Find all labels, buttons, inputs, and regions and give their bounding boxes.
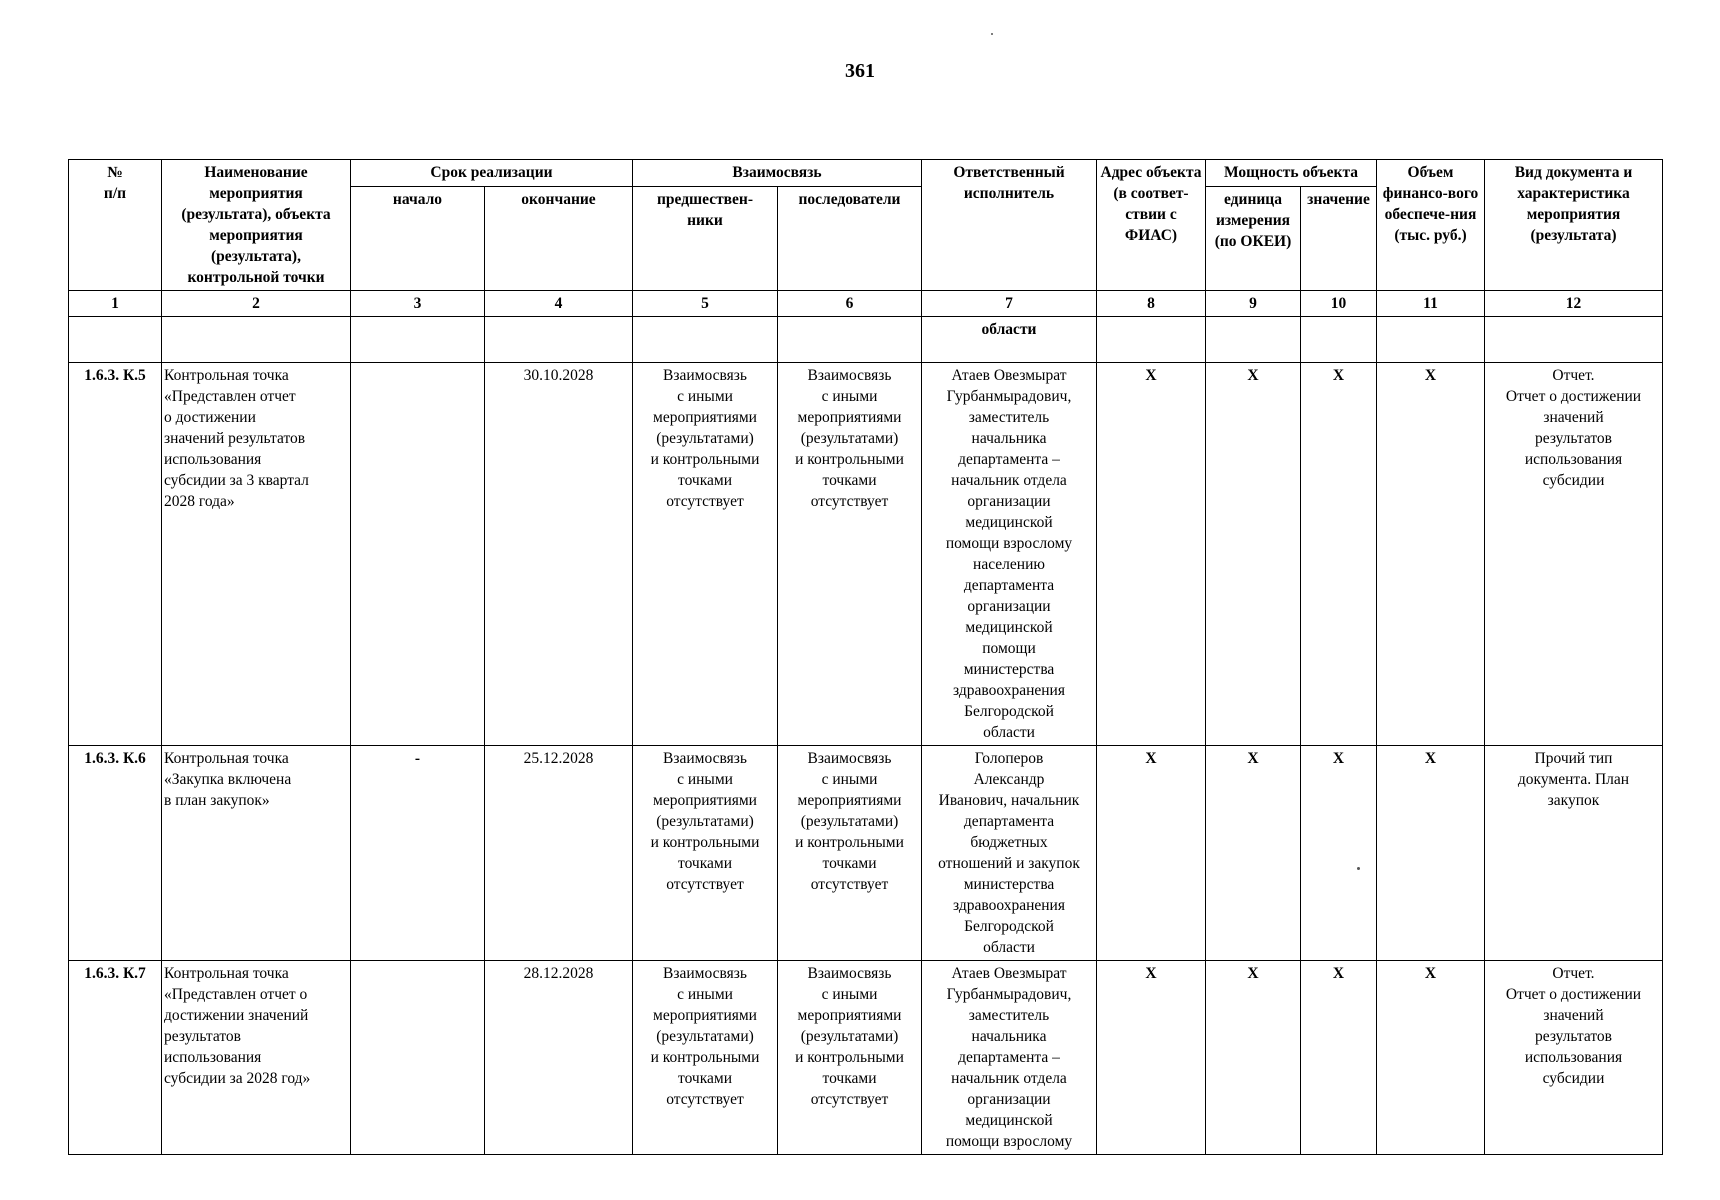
column-number: 3	[351, 291, 485, 317]
column-number: 11	[1377, 291, 1485, 317]
row-financing: Х	[1377, 363, 1485, 746]
row-name: Контрольная точка «Представлен отчет о достижении значений результатов использования субсидии за 3 квартал 2028 года»	[162, 363, 351, 746]
row-end: 25.12.2028	[485, 746, 633, 961]
column-number: 6	[778, 291, 922, 317]
carryover-responsible: области	[922, 317, 1097, 363]
table-row	[69, 961, 1663, 1155]
row-document: Отчет. Отчет о достижении значений результатов использования субсидии	[1485, 961, 1663, 1155]
column-number: 8	[1097, 291, 1206, 317]
column-number: 12	[1485, 291, 1663, 317]
row-number: 1.6.3. К.5	[69, 363, 162, 746]
header-address: Адрес объекта (в соответ-ствии с ФИАС)	[1097, 160, 1206, 291]
row-responsible: Атаев Овезмырат Гурбанмырадович, заместитель начальника департамента – начальник отдела организации медицинской помощи взрослому	[922, 961, 1097, 1155]
column-number: 4	[485, 291, 633, 317]
cell-empty	[1485, 317, 1663, 363]
row-successors: Взаимосвязь с иными мероприятиями (результатами) и контрольными точками отсутствует	[778, 363, 922, 746]
row-name: Контрольная точка «Представлен отчет о достижении значений результатов использования субсидии за 2028 год»	[162, 961, 351, 1155]
row-end: 28.12.2028	[485, 961, 633, 1155]
row-predecessors: Взаимосвязь с иными мероприятиями (результатами) и контрольными точками отсутствует	[633, 961, 778, 1155]
row-address: Х	[1097, 363, 1206, 746]
row-financing: Х	[1377, 746, 1485, 961]
row-responsible: Голоперов Александр Иванович, начальник департамента бюджетных отношений и закупок министерства здравоохранения Белгородской области	[922, 746, 1097, 961]
plan-table	[68, 159, 1663, 1155]
column-number: 1	[69, 291, 162, 317]
cell-empty	[1206, 317, 1301, 363]
table-row	[69, 746, 1663, 961]
cell-empty	[69, 317, 162, 363]
header-term-group: Срок реализации	[351, 160, 633, 187]
row-number: 1.6.3. К.7	[69, 961, 162, 1155]
row-start	[351, 363, 485, 746]
header-link-group: Взаимосвязь	[633, 160, 922, 187]
scan-speck	[1357, 867, 1360, 870]
row-predecessors: Взаимосвязь с иными мероприятиями (результатами) и контрольными точками отсутствует	[633, 363, 778, 746]
carryover-row	[69, 317, 1663, 363]
row-unit: Х	[1206, 961, 1301, 1155]
cell-empty	[1097, 317, 1206, 363]
cell-empty	[162, 317, 351, 363]
row-document: Прочий тип документа. План закупок	[1485, 746, 1663, 961]
row-end: 30.10.2028	[485, 363, 633, 746]
cell-empty	[351, 317, 485, 363]
column-number: 2	[162, 291, 351, 317]
row-predecessors: Взаимосвязь с иными мероприятиями (результатами) и контрольными точками отсутствует	[633, 746, 778, 961]
header-number: № п/п	[69, 160, 162, 291]
header-end: окончание	[485, 186, 633, 290]
row-name: Контрольная точка «Закупка включена в план закупок»	[162, 746, 351, 961]
row-value: Х	[1301, 363, 1377, 746]
row-value: Х	[1301, 961, 1377, 1155]
column-number: 9	[1206, 291, 1301, 317]
row-successors: Взаимосвязь с иными мероприятиями (результатами) и контрольными точками отсутствует	[778, 961, 922, 1155]
row-address: Х	[1097, 961, 1206, 1155]
header-document: Вид документа и характеристика мероприятия (результата)	[1485, 160, 1663, 291]
row-start	[351, 961, 485, 1155]
column-number: 10	[1301, 291, 1377, 317]
header-predecessors: предшествен- ники	[633, 186, 778, 290]
header-responsible: Ответственный исполнитель	[922, 160, 1097, 291]
header-successors: последователи	[778, 186, 922, 290]
row-start: -	[351, 746, 485, 961]
row-value: Х	[1301, 746, 1377, 961]
scan-speck	[991, 33, 993, 35]
column-number-row	[69, 291, 1663, 317]
row-successors: Взаимосвязь с иными мероприятиями (результатами) и контрольными точками отсутствует	[778, 746, 922, 961]
cell-empty	[778, 317, 922, 363]
cell-empty	[1377, 317, 1485, 363]
cell-empty	[485, 317, 633, 363]
page-number: 361	[845, 60, 875, 82]
table-row	[69, 363, 1663, 746]
column-number: 7	[922, 291, 1097, 317]
header-financing: Объем финансо-вого обеспече-ния (тыс. руб.)	[1377, 160, 1485, 291]
row-document: Отчет. Отчет о достижении значений результатов использования субсидии	[1485, 363, 1663, 746]
header-unit: единица измерения (по ОКЕИ)	[1206, 186, 1301, 290]
header-value: значение	[1301, 186, 1377, 290]
cell-empty	[633, 317, 778, 363]
header-start: начало	[351, 186, 485, 290]
header-name: Наименование мероприятия (результата), объекта мероприятия (результата), контрольной точки	[162, 160, 351, 291]
row-unit: Х	[1206, 746, 1301, 961]
row-address: Х	[1097, 746, 1206, 961]
row-responsible: Атаев Овезмырат Гурбанмырадович, заместитель начальника департамента – начальник отдела организации медицинской помощи взрослому населению департамента организации медицинской помощи министерства здравоохранения Белгородской области	[922, 363, 1097, 746]
row-number: 1.6.3. К.6	[69, 746, 162, 961]
cell-empty	[1301, 317, 1377, 363]
row-financing: Х	[1377, 961, 1485, 1155]
header-capacity-group: Мощность объекта	[1206, 160, 1377, 187]
column-number: 5	[633, 291, 778, 317]
row-unit: Х	[1206, 363, 1301, 746]
